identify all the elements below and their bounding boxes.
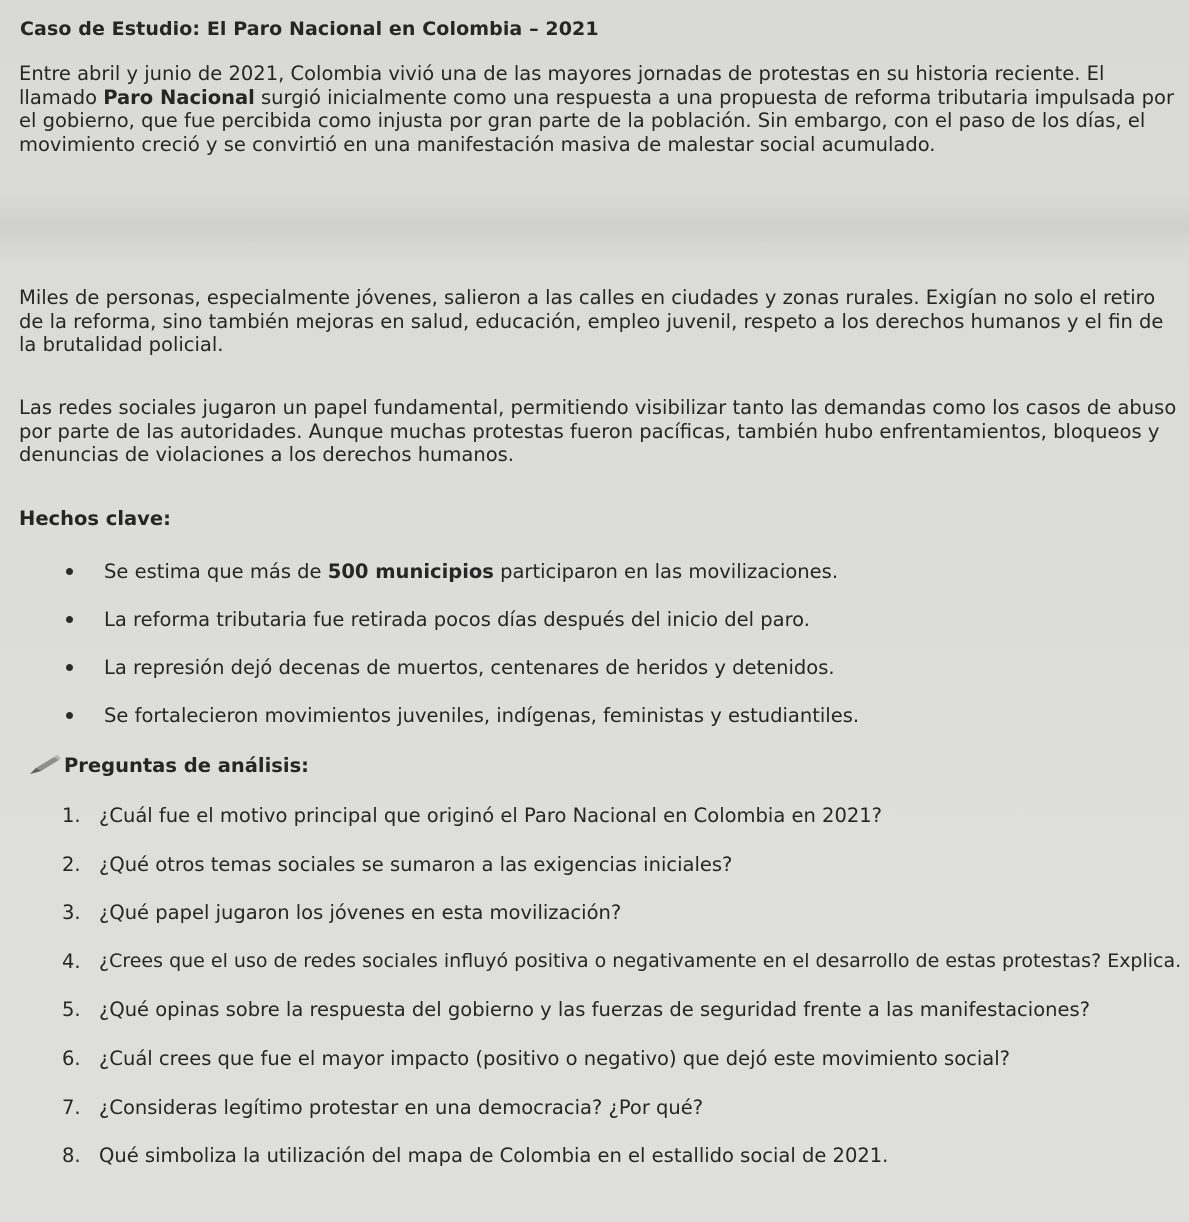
list-item: [0, 560, 1189, 608]
analysis-questions-heading: Preguntas de análisis:: [64, 754, 309, 777]
question-number: 1.: [62, 804, 81, 827]
question-number: 4.: [62, 949, 81, 973]
list-item: [0, 804, 1189, 853]
question-number: 2.: [62, 852, 81, 876]
question-text: Qué simboliza la utilización del mapa de Colombia en el estallido social de 2021.: [99, 1144, 889, 1168]
demands-paragraph: Miles de personas, especialmente jóvenes, salieron a las calles en ciudades y zonas rurales. Exigían no solo el retiro de la reforma, sino también mejoras en salud, educación, empleo juvenil, respeto a los derechos humanos y el fin de la brutalidad policial.: [19, 286, 1164, 356]
fact-bold-term: 500 municipios: [327, 560, 494, 583]
social-media-paragraph: Las redes sociales jugaron un papel fundamental, permitiendo visibilizar tanto las demandas como los casos de abuso por parte de las autoridades. Aunque muchas protestas fueron pacíficas, también hubo enfrentamientos, bloqueos y denuncias de violaciones a los derechos humanos.: [19, 396, 1177, 466]
bullet-icon: [66, 616, 73, 623]
pencil-icon: [28, 754, 62, 776]
fact-text-end: participaron en las movilizaciones.: [493, 560, 839, 583]
key-facts-list: [0, 560, 1189, 752]
question-text: ¿Crees que el uso de redes sociales influyó positiva o negativamente en el desarrollo de estas protestas? Explica.: [99, 949, 1182, 972]
fact-text: La represión dejó decenas de muertos, centenares de heridos y detenidos.: [104, 656, 835, 679]
question-text: ¿Cuál crees que fue el mayor impacto (positivo o negativo) que dejó este movimiento social?: [99, 1046, 1010, 1070]
question-number: 6.: [62, 1046, 81, 1070]
fact-text: [104, 560, 838, 583]
fact-text: Se fortalecieron movimientos juveniles, indígenas, feministas y estudiantiles.: [104, 704, 860, 727]
question-text: ¿Qué papel jugaron los jóvenes en esta movilización?: [99, 901, 622, 925]
question-number: 7.: [62, 1095, 81, 1119]
question-text: ¿Qué opinas sobre la respuesta del gobierno y las fuerzas de seguridad frente a las manifestaciones?: [99, 998, 1090, 1022]
list-item: [0, 1047, 1189, 1096]
question-text: ¿Cuál fue el motivo principal que originó el Paro Nacional en Colombia en 2021?: [99, 804, 883, 827]
intro-paragraph: [19, 62, 1179, 156]
list-item: [0, 704, 1189, 752]
document-title: Caso de Estudio: El Paro Nacional en Colombia – 2021: [20, 18, 599, 40]
analysis-questions-list: [0, 804, 1189, 1193]
bullet-icon: [66, 664, 73, 671]
list-item: [0, 1096, 1189, 1145]
key-facts-heading: Hechos clave:: [19, 507, 171, 530]
question-number: 5.: [62, 998, 81, 1022]
fact-text: La reforma tributaria fue retirada pocos días después del inicio del paro.: [104, 608, 810, 631]
bullet-icon: [66, 712, 73, 719]
list-item: [0, 901, 1189, 950]
list-item: [0, 608, 1189, 656]
list-item: [0, 950, 1189, 999]
question-number: 3.: [62, 901, 81, 925]
intro-bold-term: Paro Nacional: [103, 85, 255, 109]
question-text: ¿Consideras legítimo protestar en una democracia? ¿Por qué?: [99, 1095, 704, 1119]
list-item: [0, 1144, 1189, 1193]
list-item: [0, 998, 1189, 1047]
question-text: ¿Qué otros temas sociales se sumaron a las exigencias iniciales?: [99, 852, 733, 876]
intro-text-end: surgió inicialmente como una respuesta a una propuesta de reforma tributaria impulsada por el gobierno, que fue percibida como injusta por gran parte de la población. Sin embargo, con el paso de los días, el movimiento creció y se convirtió en una manifestación masiva de malestar social acumulado.: [19, 85, 1175, 156]
fact-text-start: Se estima que más de: [104, 560, 328, 583]
intro-text-start: Entre abril y junio de 2021, Colombia vivió una de las mayores jornadas de protestas en su historia reciente. El llamado: [19, 62, 1105, 109]
list-item: [0, 656, 1189, 704]
list-item: [0, 853, 1189, 902]
scan-shadow-band: [0, 190, 1189, 260]
question-number: 8.: [62, 1144, 81, 1168]
bullet-icon: [66, 568, 73, 575]
